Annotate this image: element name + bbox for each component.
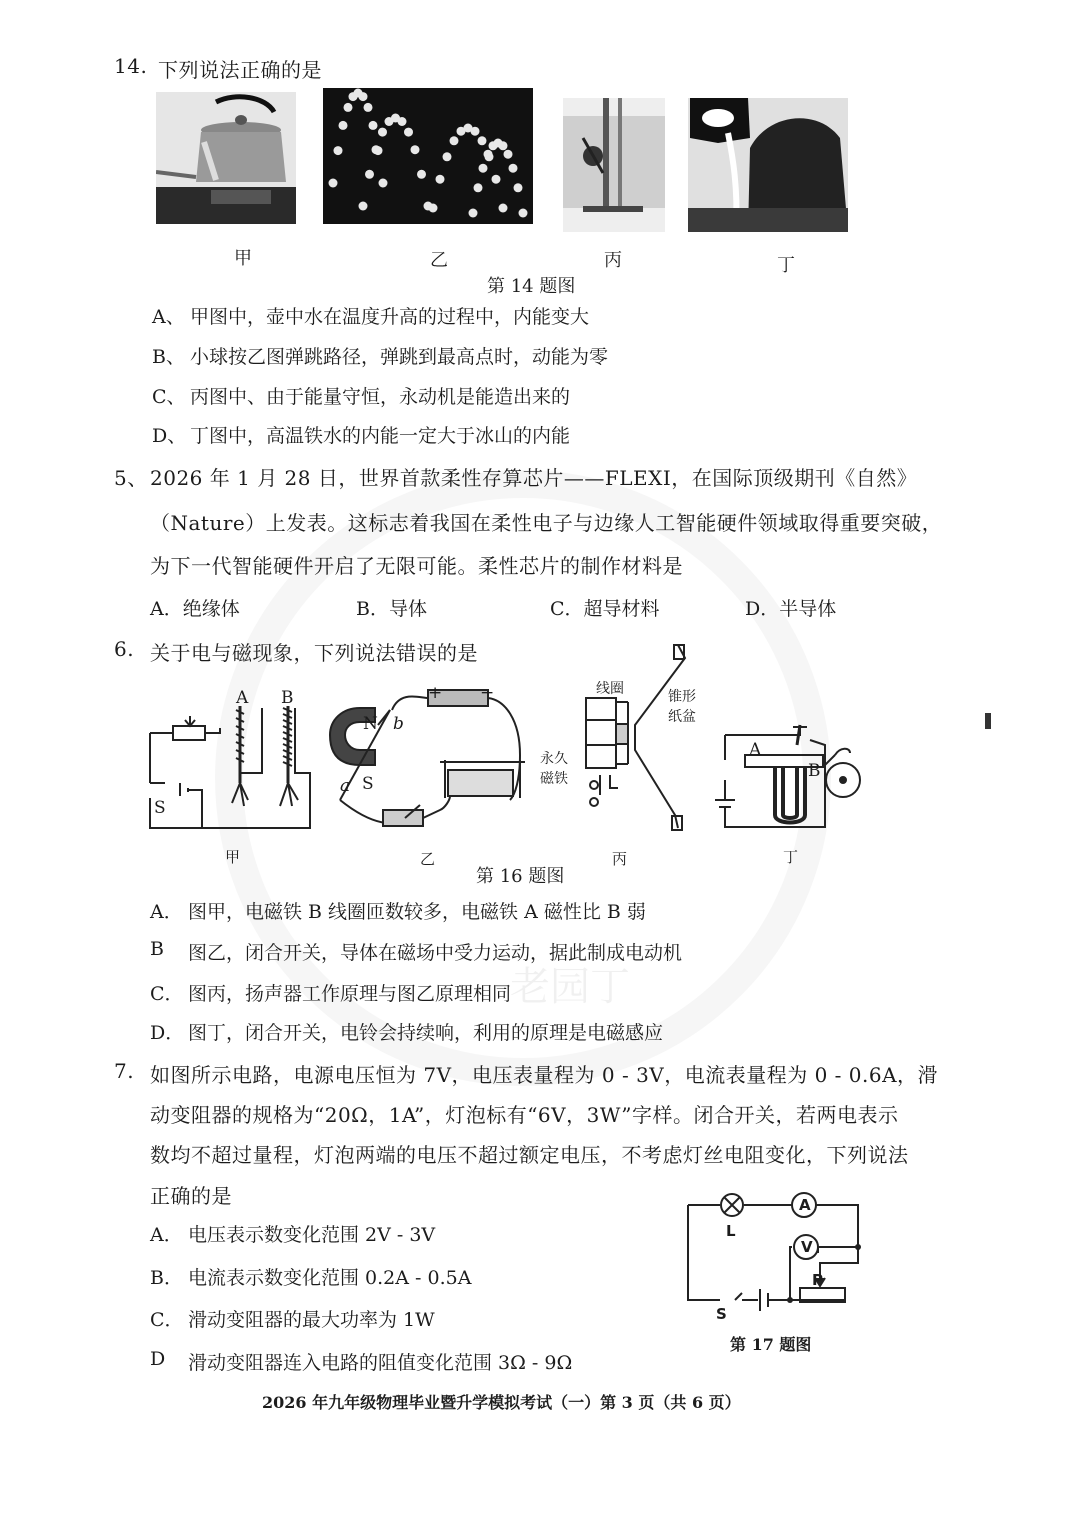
ball-trail-dot [411,145,420,154]
circuit-label-lamp: L [726,1222,736,1240]
q16-option-a: 图甲，电磁铁 B 线圈匝数较多，电磁铁 A 磁性比 B 弱 [188,901,646,923]
q14-option-c: 丙图中、由于能量守恒，永动机是能造出来的 [190,386,571,408]
page-footer: 2026 年九年级物理毕业暨升学模拟考试（一）第 3 页（共 6 页） [262,1393,741,1412]
yi-label-s: S [362,774,374,794]
q14-option-d-letter: D、 [152,425,187,447]
q16-option-b-letter: B [150,938,164,960]
ball-trail-dot [492,175,501,184]
ball-trail-dot [471,127,480,136]
q15-line3: 为下一代智能硬件开启了无限可能。柔性芯片的制作材料是 [150,554,683,578]
q17-option-b: 电流表示数变化范围 0.2A - 0.5A [188,1267,472,1289]
q15-number: 5、 [114,466,148,490]
q16-option-b: 图乙，闭合开关，导体在磁场中受力运动，据此制成电动机 [188,942,683,964]
q17-figure-caption: 第 17 题图 [730,1335,812,1354]
circuit-label-switch: S [716,1305,727,1323]
ball-trail-dot [504,150,513,159]
ball-trail-dot [378,128,387,137]
q15-option-a: A．绝缘体 [150,598,240,620]
yi-label-plus: + [428,683,443,703]
ball-trail-dot [499,141,508,150]
ball-trail-dot [450,136,459,145]
q17-option-a-letter: A． [150,1224,183,1246]
q14-option-c-letter: C、 [152,386,186,408]
yi-label-b: b [393,714,404,734]
ball-trail-dot [514,183,523,192]
jia-label-a: A [236,688,249,708]
kettle-photo [156,92,296,224]
jia-label-s: S [154,798,166,818]
ball-trail-dot [469,209,478,218]
ball-trail-dot [443,152,452,161]
bing-label-cone-2: 纸盆 [668,709,696,725]
yi-label-a: a [340,776,351,796]
q14-option-a-letter: A、 [152,306,185,328]
ball-trail-dot [372,145,381,154]
ball-trail-dot [429,204,438,213]
circuit-label-voltmeter: V [801,1238,813,1256]
ball-trail-dot [365,170,374,179]
ball-trail-dot [339,121,348,130]
q16-option-a-letter: A． [150,901,183,923]
ball-trail-dot [329,179,338,188]
kettle-illustration [156,92,296,224]
q17-line2: 动变阻器的规格为“20Ω，1A”，灯泡标有“6V，3W”字样。闭合开关，若两电表示 [150,1103,899,1127]
ball-trail-dot [519,209,528,218]
q15-option-c: C．超导材料 [550,598,660,620]
q17-number: 7. [114,1059,135,1083]
bing-label-cone-1: 锥形 [668,689,696,705]
perpetual-machine-illustration [563,98,665,232]
jia-label-b: B [281,688,294,708]
loudspeaker-diagram [580,640,695,835]
electromagnet-circuit-diagram [140,688,320,833]
q15-line2: （Nature）上发表。这标志着我国在柔性电子与边缘人工智能硬件领域取得重要突破， [150,511,943,535]
q14-stem: 下列说法正确的是 [158,58,322,82]
q14-label-ding: 丁 [777,255,795,276]
q16-number: 6. [114,637,135,661]
circuit-label-slider: P [812,1271,823,1289]
q14-option-d: 丁图中，高温铁水的内能一定大于冰山的内能 [190,425,571,447]
ball-trail-dot [478,136,487,145]
q14-option-b-letter: B、 [152,346,185,368]
q17-line1: 如图所示电路，电源电压恒为 7V，电压表量程为 0 - 3V，电流表量程为 0 - 0.6A，滑 [150,1063,939,1087]
q17-option-c: 滑动变阻器的最大功率为 1W [188,1309,435,1331]
q16-label-jia: 甲 [225,848,241,866]
circuit-label-ammeter: A [799,1196,811,1214]
ball-trail-dot [379,179,388,188]
q14-figure-caption: 第 14 题图 [487,276,576,297]
motor-experiment-diagram [320,680,530,835]
bouncing-ball-trails [323,88,533,224]
q14-label-yi: 乙 [430,250,448,271]
ball-trail-dot [398,117,407,126]
ball-trail-dot [404,128,413,137]
ball-trail-dot [359,92,368,101]
q17-circuit-diagram [680,1185,870,1315]
ball-trail-dot [359,202,368,211]
yi-label-n: N [363,714,378,734]
ball-trail-dot [369,121,378,130]
ding-label-a: A [749,740,762,760]
electric-bell-diagram [715,725,865,835]
watermark-text: 老园丁 [510,964,630,1010]
q14-number: 14. [114,54,148,78]
molten-iron-photo [688,98,848,232]
ball-trail-dot [417,170,426,179]
q14-label-bing: 丙 [604,250,622,271]
q15-option-d: D．半导体 [745,598,837,620]
q16-label-yi: 乙 [420,850,436,868]
q17-option-a: 电压表示数变化范围 2V - 3V [188,1224,436,1246]
q17-option-d: 滑动变阻器连入电路的阻值变化范围 3Ω - 9Ω [188,1352,573,1374]
bing-label-magnet-2: 磁铁 [540,771,568,787]
q17-line4: 正确的是 [150,1184,232,1208]
q15-option-b: B．导体 [356,598,427,620]
q17-option-d-letter: D [150,1348,166,1370]
ball-trail-dot [474,183,483,192]
q16-label-ding: 丁 [783,848,799,866]
ball-trail-dot [334,146,343,155]
ball-trail-dot [436,175,445,184]
ball-trail-dot [484,150,493,159]
q16-label-bing: 丙 [612,850,628,868]
q15-line1: 2026 年 1 月 28 日，世界首款柔性存算芯片——FLEXI，在国际顶级期刊《自然》 [150,466,918,490]
q16-option-c: 图丙，扬声器工作原理与图乙原理相同 [188,983,512,1005]
q17-option-b-letter: B． [150,1267,183,1289]
q17-line3: 数均不超过量程，灯泡两端的电压不超过额定电压，不考虑灯丝电阻变化，下列说法 [150,1143,909,1167]
ball-trail-dot [509,164,518,173]
ding-label-b: B [808,761,821,781]
q14-option-b: 小球按乙图弹跳路径，弹跳到最高点时，动能为零 [190,346,609,368]
q14-option-a: 甲图中，壶中水在温度升高的过程中，内能变大 [190,306,590,328]
q16-stem: 关于电与磁现象，下列说法错误的是 [150,641,478,665]
q16-option-c-letter: C． [150,983,184,1005]
q16-figure-caption: 第 16 题图 [476,866,565,887]
yi-label-minus: − [480,683,495,703]
scan-mark [985,713,991,729]
bing-label-coil: 线圈 [596,681,624,697]
ball-trail-dot [499,204,508,213]
ball-trail-dot [364,103,373,112]
bouncing-ball-photo [323,88,533,224]
q16-option-d: 图丁，闭合开关，电铃会持续响，利用的原理是电磁感应 [188,1022,664,1044]
bing-label-magnet-1: 永久 [540,751,568,767]
q14-label-jia: 甲 [234,248,252,269]
molten-iron-illustration [688,98,848,232]
q17-option-c-letter: C． [150,1309,184,1331]
ball-trail-dot [344,103,353,112]
perpetual-machine-photo [563,98,665,232]
ball-trail-dot [479,164,488,173]
q16-option-d-letter: D． [150,1022,185,1044]
